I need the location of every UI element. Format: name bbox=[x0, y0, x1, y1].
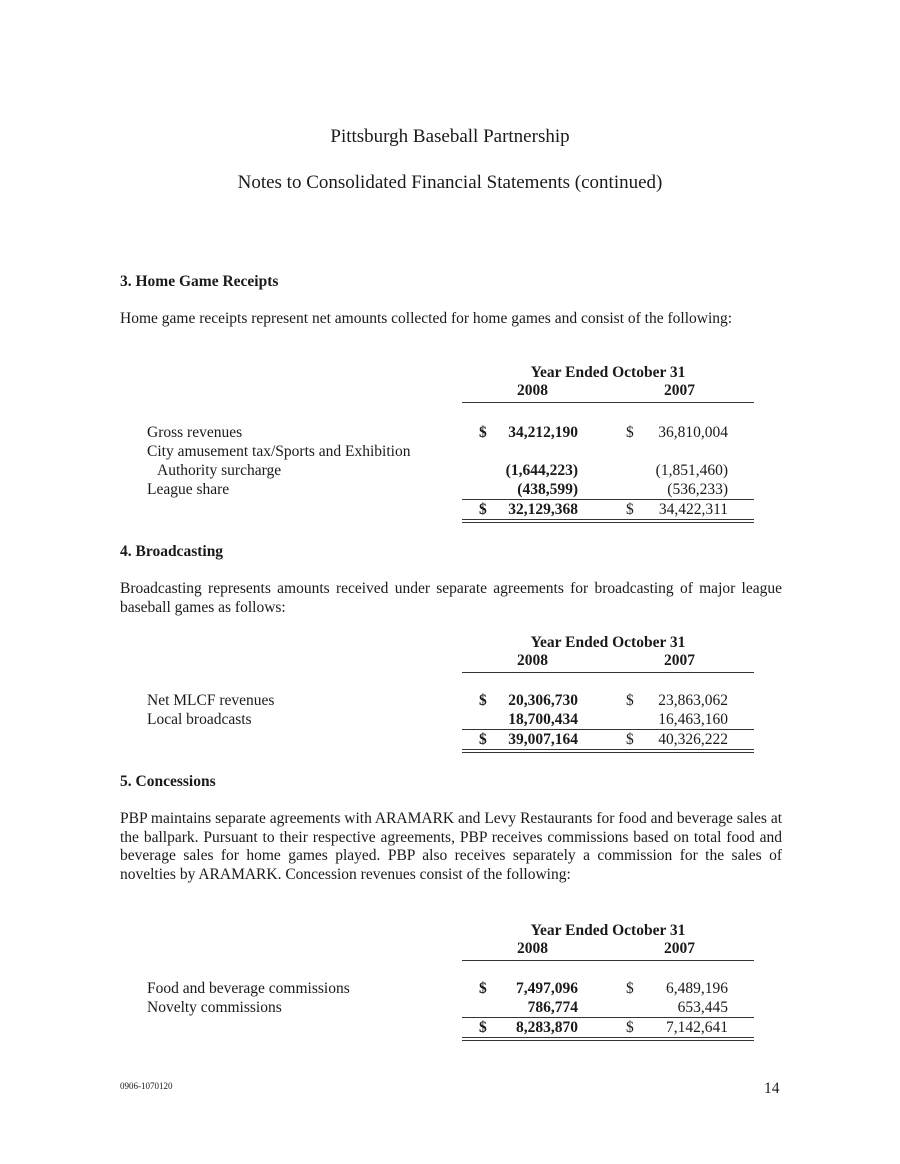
table-row bbox=[0, 980, 900, 999]
table-row bbox=[0, 999, 900, 1018]
total-value-2008: 32,129,368 bbox=[508, 501, 578, 518]
column-2007: 2007 bbox=[664, 940, 695, 957]
section-heading-concessions: 5. Concessions bbox=[120, 773, 216, 790]
value-2007: 16,463,160 bbox=[658, 711, 728, 728]
value-2008: (438,599) bbox=[517, 481, 578, 498]
row-label: Gross revenues bbox=[147, 424, 243, 441]
page-number: 14 bbox=[764, 1080, 780, 1097]
value-2007: 36,810,004 bbox=[658, 424, 728, 441]
year-header-home-game-receipts bbox=[462, 364, 754, 403]
value-2008: 7,497,096 bbox=[516, 980, 578, 997]
total-row bbox=[0, 1019, 900, 1038]
dollar-sign-2007: $ bbox=[626, 692, 634, 709]
value-2008: 20,306,730 bbox=[508, 692, 578, 709]
section-heading-broadcasting: 4. Broadcasting bbox=[120, 543, 224, 560]
year-header-concessions bbox=[462, 922, 754, 961]
year-columns bbox=[462, 382, 754, 403]
document-subtitle: Notes to Consolidated Financial Statements (continued) bbox=[237, 172, 663, 193]
section-heading-home-game-receipts: 3. Home Game Receipts bbox=[120, 273, 279, 290]
value-2008: 34,212,190 bbox=[508, 424, 578, 441]
year-columns bbox=[462, 940, 754, 961]
total-value-2008: 39,007,164 bbox=[508, 731, 578, 748]
dollar-sign-2007: $ bbox=[626, 980, 634, 997]
dollar-sign-2008: $ bbox=[479, 424, 487, 441]
table-row bbox=[0, 462, 900, 481]
year-ended-label: Year Ended October 31 bbox=[530, 922, 686, 939]
total-row bbox=[0, 501, 900, 520]
dollar-sign-2007: $ bbox=[626, 731, 634, 748]
year-ended-label: Year Ended October 31 bbox=[530, 364, 686, 381]
document-code: 0906-1070120 bbox=[120, 1081, 173, 1091]
table-row bbox=[0, 424, 900, 443]
dollar-sign-2007: $ bbox=[626, 1019, 634, 1036]
dollar-sign-2008: $ bbox=[479, 692, 487, 709]
table-row bbox=[0, 481, 900, 500]
dollar-sign-2007: $ bbox=[626, 501, 634, 518]
section-paragraph-home-game-receipts: Home game receipts represent net amounts collected for home games and consist of the following: bbox=[120, 310, 733, 327]
total-value-2008: 8,283,870 bbox=[516, 1019, 578, 1036]
row-label: Food and beverage commissions bbox=[147, 980, 350, 997]
row-label: Authority surcharge bbox=[157, 462, 282, 479]
table-row bbox=[0, 692, 900, 711]
table-row bbox=[0, 443, 900, 462]
row-label: Novelty commissions bbox=[147, 999, 282, 1016]
dollar-sign-2008: $ bbox=[479, 501, 487, 518]
column-2007: 2007 bbox=[664, 652, 695, 669]
row-label: Local broadcasts bbox=[147, 711, 252, 728]
year-ended-label: Year Ended October 31 bbox=[530, 634, 686, 651]
value-2007: (1,851,460) bbox=[655, 462, 728, 479]
dollar-sign-2008: $ bbox=[479, 1019, 487, 1036]
double-underline bbox=[462, 749, 754, 753]
dollar-sign-2008: $ bbox=[479, 731, 487, 748]
double-underline bbox=[462, 1037, 754, 1041]
document-title: Pittsburgh Baseball Partnership bbox=[330, 126, 570, 147]
column-2008: 2008 bbox=[517, 382, 548, 399]
total-value-2007: 7,142,641 bbox=[666, 1019, 728, 1036]
subtotal-rule bbox=[462, 1017, 754, 1018]
section-paragraph-concessions: PBP maintains separate agreements with ARAMARK and Levy Restaurants for food and beverage sales at the ballpark. Pursuant to their respective agreements, PBP receives commissions based on total food and beverage sales for home games played. PBP also receives separately a commission for the sales of novelties by ARAMARK. Concession revenues consist of the following: bbox=[120, 810, 782, 883]
value-2007: 6,489,196 bbox=[666, 980, 728, 997]
total-value-2007: 34,422,311 bbox=[658, 501, 728, 518]
value-2007: 23,863,062 bbox=[658, 692, 728, 709]
row-label: Net MLCF revenues bbox=[147, 692, 275, 709]
value-2008: 786,774 bbox=[527, 999, 578, 1016]
value-2007: 653,445 bbox=[677, 999, 728, 1016]
section-paragraph-broadcasting: Broadcasting represents amounts received under separate agreements for broadcasting of major league baseball games as follows: bbox=[120, 580, 782, 616]
year-header-broadcasting bbox=[462, 634, 754, 673]
subtotal-rule bbox=[462, 729, 754, 730]
double-underline bbox=[462, 519, 754, 523]
dollar-sign-2007: $ bbox=[626, 424, 634, 441]
year-columns bbox=[462, 652, 754, 673]
value-2008: 18,700,434 bbox=[508, 711, 578, 728]
value-2007: (536,233) bbox=[667, 481, 728, 498]
column-2008: 2008 bbox=[517, 652, 548, 669]
table-row bbox=[0, 711, 900, 730]
subtotal-rule bbox=[462, 499, 754, 500]
row-label: League share bbox=[147, 481, 230, 498]
column-2008: 2008 bbox=[517, 940, 548, 957]
row-label: City amusement tax/Sports and Exhibition bbox=[147, 443, 411, 460]
value-2008: (1,644,223) bbox=[505, 462, 578, 479]
column-2007: 2007 bbox=[664, 382, 695, 399]
total-row bbox=[0, 731, 900, 750]
dollar-sign-2008: $ bbox=[479, 980, 487, 997]
total-value-2007: 40,326,222 bbox=[658, 731, 728, 748]
